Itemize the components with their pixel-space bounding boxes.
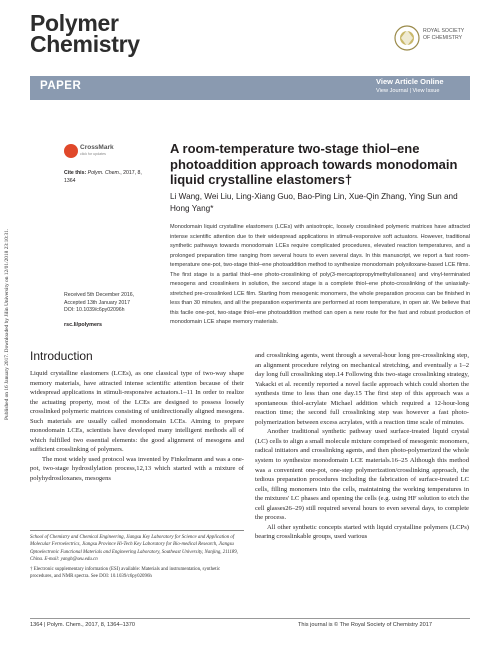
publication-side-note	[4, 120, 16, 420]
cite-rest: , 2017, 8, 1364	[64, 170, 142, 184]
body-paragraph: All other synthetic concepts started with liquid crystalline polymers (LCPs) bearing crosslinkable groups, used various	[255, 523, 469, 541]
side-note-text: Published on 16 January 2017. Downloaded by Jilin University on 12/01/2018 23:10:31.	[4, 228, 10, 420]
body-paragraph: The most widely used protocol was invented by Finkelmann and was a one-pot, two-stage hydrosilylation process,12,13 which started with a mixture of polyhydrosiloxanes, mesogens	[30, 455, 244, 483]
footer-copyright: This journal is © The Royal Society of Chemistry 2017	[298, 622, 432, 628]
svg-text:OF CHEMISTRY: OF CHEMISTRY	[423, 35, 463, 41]
footnote-divider	[30, 530, 244, 531]
article-title: A room-temperature two-stage thiol–ene photoaddition approach towards monodomain liquid crystalline elastomers†	[170, 141, 458, 187]
footer-page-info: 1364 | Polym. Chem., 2017, 8, 1364–1370	[30, 622, 136, 628]
view-journal-issue-link[interactable]: View Journal | View Issue	[376, 88, 440, 94]
journal-link[interactable]: rsc.li/polymers	[64, 322, 103, 328]
doi[interactable]: DOI: 10.1039/c6py02096h	[64, 307, 125, 314]
footnote-esi: † Electronic supplementary information (ESI) available: Materials and instrumentation, synthetic procedures, and NMR spectra. See DOI: 10.1039/c6py02096h	[30, 566, 221, 580]
body-paragraph: Liquid crystalline elastomers (LCEs), as one classical type of two-way shape memory materials, have attracted intense scientific attention because of their widespread applications in stimuli-responsive actuators.1–11 In order to realize the actuating property, most of the LCEs are designed to possess loosely crosslinked polymeric matrices consisting of unidirectionally aligned mesogens. Such materials are usually called monodomain LCEs. Aiming to prepare monodomain LCEs, scientists have developed many intelligent methods all of which fulfilled two essential elements: the good alignment of mesogens and sufficient crosslinking of polymers.	[30, 370, 244, 454]
cite-journal: Polym. Chem.	[87, 170, 121, 176]
rsc-logo	[393, 18, 465, 60]
body-column-right	[255, 351, 469, 542]
svg-text:ROYAL SOCIETY: ROYAL SOCIETY	[423, 28, 465, 34]
crossmark-sub-label[interactable]: click for updates	[80, 152, 106, 156]
article-authors: Li Wang, Wei Liu, Ling-Xiang Guo, Bao-Ping Lin, Xue-Qin Zhang, Ying Sun and Hong Yang*	[170, 192, 458, 213]
paper-label: PAPER	[40, 80, 82, 92]
crossmark-icon[interactable]	[64, 144, 78, 158]
footnote-affiliation: School of Chemistry and Chemical Engineering, Jiangsu Key Laboratory for Science and Application of Molecular Ferroelectrics, Jiangsu Province Hi-Tech Key Laboratory for Bio-medical Research, Jiangsu Optoelectronic Functional Materials and Engineering Laboratory, Southeast University, Nanjing, 211189, China. E-mail: yangh@seu.edu.cn	[30, 535, 238, 563]
body-column-left	[30, 369, 244, 484]
accepted-date: Accepted 13th January 2017	[64, 299, 131, 306]
article-dates	[64, 292, 154, 315]
citation	[64, 170, 146, 185]
cite-label: Cite this:	[64, 170, 87, 176]
view-article-online-link[interactable]: View Article Online	[376, 77, 444, 86]
body-paragraph: Another traditional synthetic pathway used surface-treated liquid crystal (LC) cells to align a small molecule mixture comprised of mesogenic monomers, radical initiators and crosslinking agents, and then photo-polymerized the whole system to synthesize monodomain LCE materials.16–25 Although this method was a convenient one-pot, one-step polymerization/crosslinking approach, the tedious preparation procedures including the fabrication of surface-treated LC cells, filling monomers into the cells, maintaining the working temperatures in the mixtures' LC phases and opening the cells (e.g. using HF solution to etch the cell glasses26–29) still required several hours to even several days, to complete the process.	[255, 428, 469, 522]
crossmark-label[interactable]: CrossMark	[80, 144, 114, 151]
journal-title	[30, 10, 140, 57]
journal-title-line1: Polymer	[30, 10, 119, 36]
section-heading-introduction: Introduction	[30, 349, 93, 363]
footer-divider	[30, 618, 470, 619]
footnotes	[30, 534, 244, 582]
received-date: Received 5th December 2016,	[64, 292, 135, 298]
journal-title-line2: Chemistry	[30, 31, 140, 57]
article-abstract: Monodomain liquid crystalline elastomers (LCEs) with anisotropic, loosely crosslinked polymeric matrices have attracted intense scientific attention due to their widespread applications in stimuli-responsive soft actuators. However, traditional synthetic pathways towards monodomain LCEs require complicated procedures, elevated reaction temperatures, and a prolonged preparation time ranging from several hours to even several days. In this manuscript, we report a fast room-temperature one-pot, two-stage thiol–ene photoaddition method to synthesize monodomain polysiloxane-based LCE films. The first stage is a partial thiol–ene photo-crosslinking of poly(3-mercaptopropylmethylsiloxanes) and vinyl-terminated mesogens and crosslinkers in solution, the second stage is a complete thiol–ene photo-crosslinking of the uniaxially-stretched pre-crosslinked LCE film. Starting from mesogenic monomers, the whole preparation process can be finished in less than 30 minutes, and all the preparation experiments are performed at room temperature, in open air. We believe that this facile one-pot, two-stage thiol–ene photoaddition method can open a new route for the fast and robust production of monodomain LCE shape memory materials.	[170, 224, 470, 326]
body-paragraph: and crosslinking agents, went through a several-hour long pre-crosslinking step, an alignment procedure relying on mechanical stretching, and eventually a 1–2 day long full crosslinking step.14 Following this two-stage crosslinking strategy, Yakacki et al. recently reported a novel facile approach which could shorten the synthesis time to less than one day.15 The first step of this approach was a spontaneous thiol-acrylate Michael addition which required a 12-hour-long reaction time; the second full crosslinking step was however a fast photo-polymerization between excess acrylates, with a reaction time scale of minutes.	[255, 352, 469, 426]
